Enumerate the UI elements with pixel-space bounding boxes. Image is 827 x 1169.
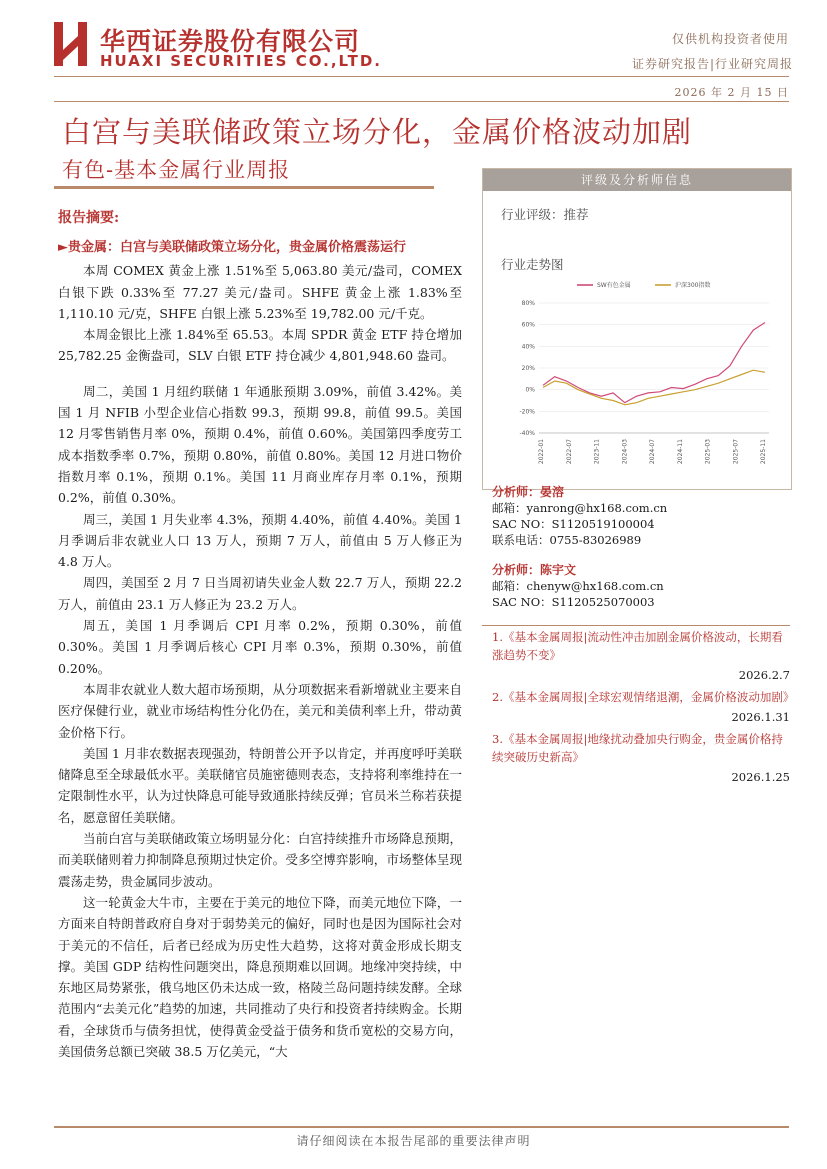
x-tick-label: 2022-01	[538, 439, 545, 465]
summary-paragraph: 本周 COMEX 黄金上涨 1.51%至 5,063.80 美元/盎司，COMEX 白银下跌 0.33%至 77.27 美元/盎司。SHFE 黄金上涨 1.83%至 1,110.10 元/克，SHFE 白银上涨 5.23%至 19,782.00 元/千克。	[58, 263, 462, 321]
company-logo	[54, 22, 90, 66]
y-tick-label: 80%	[521, 300, 535, 307]
related-report-date: 2026.1.31	[731, 710, 790, 724]
related-report-title[interactable]: 2.《基本金属周报|全球宏观情绪退潮，金属价格波动加剧》	[492, 690, 795, 704]
rating-info-box	[482, 168, 792, 490]
legend-label: 沪深300指数	[675, 282, 711, 289]
company-name-en: HUAXI SECURITIES CO.,LTD.	[100, 52, 382, 70]
summary-paragraph: 周四，美国至 2 月 7 日当周初请失业金人数 22.7 万人，预期 22.2 万人，前值由 23.1 万人修正为 23.2 万人。	[58, 575, 462, 612]
summary-paragraph: 周五，美国 1 月季调后 CPI 月率 0.2%，预期 0.30%，前值 0.30%。美国 1 月季调后核心 CPI 月率 0.3%，预期 0.30%，前值 0.20%。	[58, 618, 462, 676]
analyst-name: 分析师：陈宇文	[492, 563, 577, 577]
report-date: 2026 年 2 月 15 日	[674, 86, 789, 99]
report-title: 白宫与美联储政策立场分化，金属价格波动加剧	[62, 115, 693, 149]
report-subtitle: 有色-基本金属行业周报	[62, 158, 291, 182]
footer-divider	[54, 1126, 789, 1128]
summary-paragraph: 周三，美国 1 月失业率 4.3%，预期 4.40%，前值 4.40%。美国 1 月季调后非农就业人口 13 万人，预期 7 万人，前值由 5 万人修正为 4.8 万人。	[58, 511, 462, 570]
industry-rating: 行业评级：推荐	[501, 207, 589, 222]
precious-metals-heading: ►贵金属：白宫与美联储政策立场分化，贵金属价格震荡运行	[58, 240, 406, 256]
related-report-item[interactable]	[492, 730, 790, 786]
series-line	[543, 370, 765, 405]
summary-paragraph: 本周金银比上涨 1.84%至 65.53。本周 SPDR 黄金 ETF 持仓增加 25,782.25 金衡盎司，SLV 白银 ETF 持仓减少 4,801,948.60 盎司。	[58, 327, 462, 364]
related-report-date: 2026.2.7	[738, 668, 790, 682]
summary-paragraph: 本周非农就业人数大超市场预期，从分项数据来看新增就业主要来自医疗保健行业，就业市场结构性分化仍在，美元和美债利率上升，带动黄金价格下行。	[58, 681, 462, 740]
analyst-phone: 联系电话：0755-83026989	[492, 533, 642, 547]
analyst-name: 分析师：晏溶	[492, 485, 565, 499]
related-report-item[interactable]	[492, 688, 795, 726]
rating-box-header: 评级及分析师信息	[483, 169, 791, 191]
x-tick-label: 2023-11	[593, 439, 601, 465]
industry-trend-chart	[497, 273, 787, 483]
analyst-sac-no: SAC NO：S1120519100004	[492, 517, 655, 531]
analyst-sac-no: SAC NO：S1120525070003	[492, 595, 655, 609]
report-summary	[58, 208, 462, 1062]
analyst-email[interactable]: 邮箱：chenyw@hx168.com.cn	[492, 579, 664, 593]
related-reports	[492, 628, 795, 790]
company-name-cn: 华西证券股份有限公司	[100, 27, 361, 56]
legal-disclaimer-note: 请仔细阅读在本报告尾部的重要法律声明	[296, 1134, 531, 1148]
y-tick-label: 60%	[521, 321, 535, 329]
header-divider	[54, 76, 789, 77]
trend-chart-label: 行业走势图	[501, 257, 564, 272]
audience-tag: 仅供机构投资者使用	[671, 32, 789, 46]
y-tick-label: 40%	[521, 343, 535, 351]
related-report-item[interactable]	[492, 628, 790, 684]
related-divider	[482, 625, 790, 626]
analyst-info	[492, 484, 792, 610]
y-tick-label: 20%	[521, 365, 535, 372]
related-report-title[interactable]: 1.《基本金属周报|流动性冲击加剧金属价格波动，长期看涨趋势不变》	[492, 630, 783, 662]
summary-paragraph: 美国 1 月非农数据表现强劲，特朗普公开予以肯定，并再度呼吁美联储降息至全球最低水平。美联储官员施密德则表态，支持将利率维持在一定限制性水平，认为过快降息可能导致通胀持续反弹；官员米兰称若获提名，愿意留任美联储。	[58, 745, 462, 825]
summary-paragraph: 周二，美国 1 月纽约联储 1 年通胀预期 3.09%，前值 3.42%。美国 1 月 NFIB 小型企业信心指数 99.3，预期 99.8，前值 99.5。美国 12 月零售销售月率 0%，预期 0.4%，前值 0.60%。美国第四季度劳工成本指数季率 0.7%，预期 0.80%，前值 0.80%。美国 12 月进口物价指数月率 0.1%，预期 0.1%。美国 11 月商业库存月率 0.1%，预期 0.2%，前值 0.30%。	[58, 383, 462, 506]
summary-paragraph: 这一轮黄金大牛市，主要在于美元的地位下降，而美元地位下降，一方面来自特朗普政府自身对于弱势美元的偏好，同时也是因为国际社会对于美元的不信任，后者已经成为历史性大趋势，这将对黄金形成长期支撑。美国 GDP 结构性问题突出，降息预期难以回调。地缘冲突持续，中东地区局势紧张，俄乌地区仍未达成一致，格陵兰岛问题持续发酵。全球范围内“去美元化”趋势的加速，共同推动了央行和投资者持续购金。长期看，全球货币与债务担忧，使得黄金受益于债务和货币宽松的交易方向，美国债务总额已突破 38.5 万亿美元，“大	[58, 894, 462, 1059]
x-tick-label: 2022-07	[565, 439, 573, 465]
x-tick-label: 2025-07	[732, 439, 740, 465]
subtitle-underline	[54, 186, 434, 189]
y-tick-label: 0%	[525, 386, 535, 394]
analyst-block	[492, 562, 792, 610]
x-tick-label: 2024-07	[649, 439, 656, 465]
summary-paragraph: 当前白宫与美联储政策立场明显分化：白宫持续推升市场降息预期，而美联储则着力抑制降息预期过快定价。受多空博弈影响，市场整体呈现震荡走势，贵金属同步波动。	[58, 831, 462, 889]
report-type-tag: 证券研究报告|行业研究周报	[631, 57, 793, 71]
header-divider-2	[54, 101, 789, 102]
x-tick-label: 2025-11	[760, 439, 767, 465]
related-report-title[interactable]: 3.《基本金属周报|地缘扰动叠加央行购金，贵金属价格持续突破历史新高》	[492, 732, 783, 764]
series-line	[543, 323, 765, 403]
analyst-email[interactable]: 邮箱：yanrong@hx168.com.cn	[492, 501, 668, 515]
x-tick-label: 2024-11	[676, 439, 684, 465]
related-report-date: 2026.1.25	[731, 770, 790, 784]
y-tick-label: -40%	[519, 430, 535, 437]
y-tick-label: -20%	[519, 408, 535, 416]
summary-heading: 报告摘要:	[58, 210, 120, 226]
legend-label: SW有色金属	[597, 282, 631, 289]
x-tick-label: 2025-03	[704, 439, 712, 465]
x-tick-label: 2024-03	[621, 439, 629, 465]
analyst-block	[492, 484, 792, 548]
